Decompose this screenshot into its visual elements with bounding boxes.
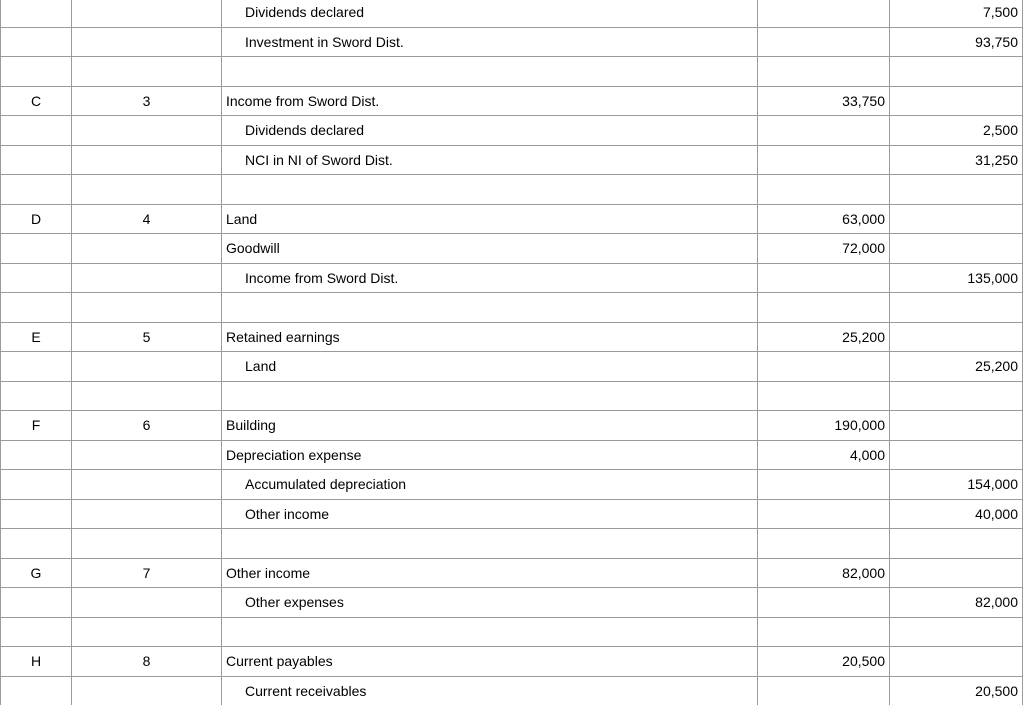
- table-row: [1, 204, 1023, 234]
- credit-amount-cell[interactable]: 2,500: [890, 116, 1023, 146]
- account-cell[interactable]: Other expenses: [222, 588, 758, 618]
- table-row: [1, 27, 1023, 57]
- entry-number-cell[interactable]: [72, 263, 222, 293]
- entry-number-cell[interactable]: [72, 499, 222, 529]
- credit-amount-cell[interactable]: 82,000: [890, 588, 1023, 618]
- table-row: [1, 647, 1023, 677]
- entry-number-cell[interactable]: [72, 381, 222, 411]
- entry-letter-cell[interactable]: [1, 234, 72, 264]
- entry-number-cell[interactable]: [72, 588, 222, 618]
- table-row: [1, 470, 1023, 500]
- entry-number-cell[interactable]: [72, 676, 222, 705]
- account-cell[interactable]: Dividends declared: [222, 0, 758, 27]
- table-row: [1, 116, 1023, 146]
- table-row: [1, 676, 1023, 705]
- entry-letter-cell[interactable]: [1, 617, 72, 647]
- credit-amount-cell[interactable]: 31,250: [890, 145, 1023, 175]
- credit-amount-cell[interactable]: [890, 529, 1023, 559]
- table-row: [1, 86, 1023, 116]
- entry-letter-cell[interactable]: [1, 293, 72, 323]
- table-row: [1, 411, 1023, 441]
- entry-number-cell[interactable]: 7: [72, 558, 222, 588]
- credit-amount-cell[interactable]: [890, 234, 1023, 264]
- debit-amount-cell[interactable]: 190,000: [758, 411, 890, 441]
- account-cell[interactable]: NCI in NI of Sword Dist.: [222, 145, 758, 175]
- entry-number-cell[interactable]: [72, 145, 222, 175]
- credit-amount-cell[interactable]: [890, 293, 1023, 323]
- credit-amount-cell[interactable]: 93,750: [890, 27, 1023, 57]
- debit-amount-cell[interactable]: 20,500: [758, 647, 890, 677]
- debit-amount-cell[interactable]: [758, 617, 890, 647]
- entry-letter-cell[interactable]: [1, 57, 72, 87]
- account-cell[interactable]: [222, 175, 758, 205]
- debit-amount-cell[interactable]: [758, 263, 890, 293]
- entry-number-cell[interactable]: [72, 440, 222, 470]
- account-cell[interactable]: [222, 381, 758, 411]
- table-row: [1, 57, 1023, 87]
- entry-number-cell[interactable]: [72, 234, 222, 264]
- table-row: [1, 352, 1023, 382]
- account-cell[interactable]: [222, 293, 758, 323]
- debit-amount-cell[interactable]: [758, 352, 890, 382]
- credit-amount-cell[interactable]: 20,500: [890, 676, 1023, 705]
- entry-number-cell[interactable]: [72, 116, 222, 146]
- credit-amount-cell[interactable]: [890, 617, 1023, 647]
- entry-letter-cell[interactable]: [1, 352, 72, 382]
- debit-amount-cell[interactable]: [758, 676, 890, 705]
- credit-amount-cell[interactable]: 7,500: [890, 0, 1023, 27]
- credit-amount-cell[interactable]: [890, 381, 1023, 411]
- entry-number-cell[interactable]: [72, 352, 222, 382]
- debit-amount-cell[interactable]: [758, 27, 890, 57]
- account-cell[interactable]: [222, 529, 758, 559]
- account-cell[interactable]: Current receivables: [222, 676, 758, 705]
- account-cell[interactable]: Current payables: [222, 647, 758, 677]
- entry-letter-cell[interactable]: E: [1, 322, 72, 352]
- debit-amount-cell[interactable]: 33,750: [758, 86, 890, 116]
- credit-amount-cell[interactable]: [890, 204, 1023, 234]
- entry-letter-cell[interactable]: H: [1, 647, 72, 677]
- entry-letter-cell[interactable]: [1, 145, 72, 175]
- table-row: [1, 293, 1023, 323]
- debit-amount-cell[interactable]: [758, 529, 890, 559]
- credit-amount-cell[interactable]: [890, 57, 1023, 87]
- entry-letter-cell[interactable]: C: [1, 86, 72, 116]
- entry-letter-cell[interactable]: [1, 440, 72, 470]
- entry-number-cell[interactable]: [72, 27, 222, 57]
- entry-number-cell[interactable]: 3: [72, 86, 222, 116]
- entry-letter-cell[interactable]: [1, 588, 72, 618]
- account-cell[interactable]: Retained earnings: [222, 322, 758, 352]
- entry-letter-cell[interactable]: [1, 676, 72, 705]
- entry-letter-cell[interactable]: [1, 470, 72, 500]
- credit-amount-cell[interactable]: [890, 558, 1023, 588]
- account-cell[interactable]: Other income: [222, 499, 758, 529]
- credit-amount-cell[interactable]: 135,000: [890, 263, 1023, 293]
- debit-amount-cell[interactable]: 72,000: [758, 234, 890, 264]
- entry-number-cell[interactable]: [72, 617, 222, 647]
- credit-amount-cell[interactable]: [890, 647, 1023, 677]
- debit-amount-cell[interactable]: 4,000: [758, 440, 890, 470]
- account-cell[interactable]: Depreciation expense: [222, 440, 758, 470]
- entry-letter-cell[interactable]: [1, 381, 72, 411]
- table-row: [1, 529, 1023, 559]
- entry-number-cell[interactable]: 4: [72, 204, 222, 234]
- account-cell[interactable]: Investment in Sword Dist.: [222, 27, 758, 57]
- debit-amount-cell[interactable]: [758, 175, 890, 205]
- debit-amount-cell[interactable]: [758, 470, 890, 500]
- credit-amount-cell[interactable]: [890, 411, 1023, 441]
- entry-number-cell[interactable]: 6: [72, 411, 222, 441]
- account-cell[interactable]: Income from Sword Dist.: [222, 263, 758, 293]
- table-row: [1, 381, 1023, 411]
- debit-amount-cell[interactable]: [758, 381, 890, 411]
- account-cell[interactable]: [222, 617, 758, 647]
- table-row: [1, 234, 1023, 264]
- account-cell[interactable]: Accumulated depreciation: [222, 470, 758, 500]
- credit-amount-cell[interactable]: [890, 175, 1023, 205]
- table-row: [1, 558, 1023, 588]
- account-cell[interactable]: Income from Sword Dist.: [222, 86, 758, 116]
- debit-amount-cell[interactable]: [758, 293, 890, 323]
- credit-amount-cell[interactable]: [890, 322, 1023, 352]
- credit-amount-cell[interactable]: 40,000: [890, 499, 1023, 529]
- table-row: [1, 263, 1023, 293]
- table-row: [1, 617, 1023, 647]
- entry-number-cell[interactable]: 8: [72, 647, 222, 677]
- credit-amount-cell[interactable]: [890, 86, 1023, 116]
- entry-number-cell[interactable]: [72, 529, 222, 559]
- debit-amount-cell[interactable]: 82,000: [758, 558, 890, 588]
- entry-letter-cell[interactable]: [1, 116, 72, 146]
- entry-number-cell[interactable]: 5: [72, 322, 222, 352]
- debit-amount-cell[interactable]: 63,000: [758, 204, 890, 234]
- journal-rows: [1, 0, 1023, 705]
- account-cell[interactable]: Dividends declared: [222, 116, 758, 146]
- entry-number-cell[interactable]: [72, 175, 222, 205]
- entry-number-cell[interactable]: [72, 57, 222, 87]
- credit-amount-cell[interactable]: 154,000: [890, 470, 1023, 500]
- debit-amount-cell[interactable]: 25,200: [758, 322, 890, 352]
- table-row: [1, 175, 1023, 205]
- debit-amount-cell[interactable]: [758, 145, 890, 175]
- credit-amount-cell[interactable]: [890, 440, 1023, 470]
- account-cell[interactable]: Goodwill: [222, 234, 758, 264]
- entry-letter-cell[interactable]: F: [1, 411, 72, 441]
- entry-letter-cell[interactable]: D: [1, 204, 72, 234]
- entry-letter-cell[interactable]: [1, 263, 72, 293]
- account-cell[interactable]: Other income: [222, 558, 758, 588]
- table-row: [1, 588, 1023, 618]
- account-cell[interactable]: [222, 57, 758, 87]
- table-row: [1, 322, 1023, 352]
- account-cell[interactable]: Building: [222, 411, 758, 441]
- entry-letter-cell[interactable]: [1, 529, 72, 559]
- debit-amount-cell[interactable]: [758, 57, 890, 87]
- entry-letter-cell[interactable]: [1, 499, 72, 529]
- table-row: [1, 0, 1023, 27]
- table-row: [1, 440, 1023, 470]
- credit-amount-cell[interactable]: 25,200: [890, 352, 1023, 382]
- entry-letter-cell[interactable]: [1, 27, 72, 57]
- entry-number-cell[interactable]: [72, 0, 222, 27]
- entry-letter-cell[interactable]: G: [1, 558, 72, 588]
- table-row: [1, 145, 1023, 175]
- account-cell[interactable]: Land: [222, 352, 758, 382]
- debit-amount-cell[interactable]: [758, 116, 890, 146]
- debit-amount-cell[interactable]: [758, 588, 890, 618]
- table-row: [1, 499, 1023, 529]
- debit-amount-cell[interactable]: [758, 0, 890, 27]
- entry-number-cell[interactable]: [72, 470, 222, 500]
- entry-letter-cell[interactable]: [1, 175, 72, 205]
- entry-number-cell[interactable]: [72, 293, 222, 323]
- entry-letter-cell[interactable]: [1, 0, 72, 27]
- account-cell[interactable]: Land: [222, 204, 758, 234]
- debit-amount-cell[interactable]: [758, 499, 890, 529]
